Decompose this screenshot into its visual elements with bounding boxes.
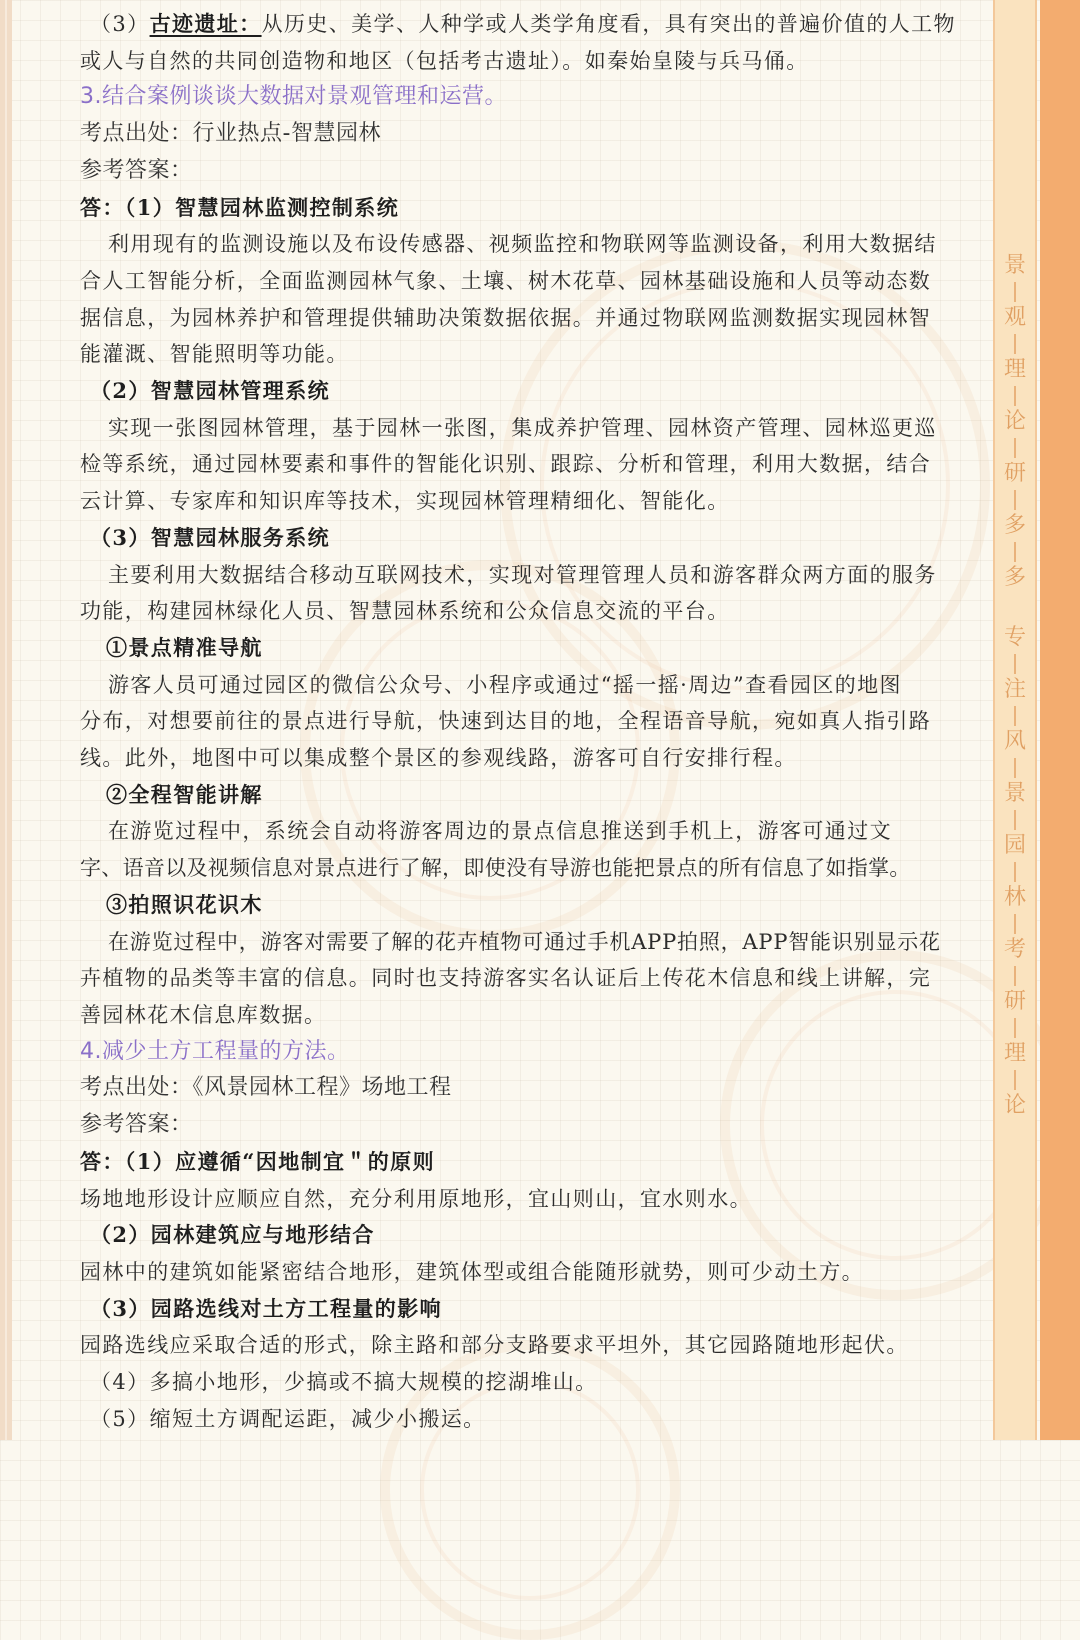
edge-strip	[1040, 0, 1080, 1440]
paragraph-line: 在游览过程中，游客对需要了解的花卉植物可通过手机APP拍照，APP智能识别显示花	[108, 929, 941, 954]
section-heading: （3）智慧园林服务系统	[90, 524, 331, 550]
answer-heading: 答：（1）智慧园林监测控制系统	[80, 194, 400, 220]
term-heading: 古迹遗址：	[149, 11, 262, 36]
document-body	[80, 6, 986, 1437]
sidebar-char: 注	[1003, 677, 1026, 702]
subsection-heading: ①景点精准导航	[106, 634, 263, 660]
sidebar-char: 论	[1003, 1093, 1026, 1118]
paragraph-line: 云计算、专家库和知识库等技术，实现园林管理精细化、智能化。	[80, 489, 730, 514]
paragraph-line: 分布，对想要前往的景点进行导航，快速到达目的地，全程语音导航，宛如真人指引路	[80, 709, 932, 734]
section-heading: （3）园路选线对土方工程量的影响	[90, 1295, 443, 1321]
sidebar-char: 林	[1003, 885, 1026, 910]
sidebar-char: 多	[1003, 565, 1026, 590]
sidebar-char: 研	[1003, 989, 1026, 1014]
sidebar-slogan-text	[995, 252, 1035, 1120]
paragraph-line	[80, 6, 986, 43]
paragraph-line: 字、语音以及视频信息对景点进行了解，即使没有导游也能把景点的所有信息了如指掌。	[80, 856, 911, 881]
paragraph-line: 检等系统，通过园林要素和事件的智能化识别、跟踪、分析和管理，利用大数据，结合	[80, 452, 932, 477]
section-heading: （2）智慧园林管理系统	[90, 378, 331, 404]
term-definition: 从历史、美学、人种学或人类学角度看，具有突出的普遍价值的人工物	[261, 12, 956, 36]
sidebar-char: 研	[1003, 461, 1026, 486]
paragraph-line: 实现一张图园林管理，基于园林一张图，集成养护管理、园林资产管理、园林巡更巡	[108, 415, 937, 440]
sidebar-char: 专	[1003, 625, 1026, 650]
paragraph-line: 善园林花木信息库数据。	[80, 1002, 327, 1027]
paragraph-line: 利用现有的监测设施以及布设传感器、视频监控和物联网等监测设备，利用大数据结	[108, 232, 937, 257]
paragraph-line: 在游览过程中，系统会自动将游客周边的景点信息推送到手机上，游客可通过文	[108, 819, 892, 844]
question-title: 4.减少土方工程量的方法。	[80, 1038, 350, 1064]
paragraph-line: （4）多搞小地形，少搞或不搞大规模的挖湖堆山。	[90, 1370, 598, 1395]
paragraph-line: 主要利用大数据结合移动互联网技术，实现对管理管理人员和游客群众两方面的服务	[108, 562, 937, 587]
paragraph-line: 园林中的建筑如能紧密结合地形，建筑体型或组合能随形就势，则可少动土方。	[80, 1259, 864, 1284]
sidebar-char: 景	[1003, 781, 1026, 806]
paragraph-line: 场地地形设计应顺应自然，充分利用原地形，宜山则山，宜水则水。	[80, 1186, 752, 1211]
paragraph-line: 能灌溉、智能照明等功能。	[80, 342, 349, 367]
question-source: 考点出处：行业热点-智慧园林	[80, 121, 381, 147]
sidebar-slogan	[993, 0, 1037, 1440]
paragraph-line: （5）缩短土方调配运距，减少小搬运。	[90, 1406, 486, 1431]
subsection-heading: ③拍照识花识木	[106, 891, 263, 917]
sidebar-char: 理	[1003, 1041, 1026, 1066]
reference-answer-label: 参考答案：	[80, 1112, 193, 1138]
paragraph-line: 据信息，为园林养护和管理提供辅助决策数据依据。并通过物联网监测数据实现园林智	[80, 305, 932, 330]
sidebar-char: 景	[1003, 253, 1026, 278]
paragraph-line: 合人工智能分析，全面监测园林气象、土壤、树木花草、园林基础设施和人员等动态数	[80, 268, 932, 293]
section-heading: （2）园林建筑应与地形结合	[90, 1222, 375, 1248]
paragraph-line: 功能，构建园林绿化人员、智慧园林系统和公众信息交流的平台。	[80, 599, 730, 624]
sidebar-char: 园	[1003, 833, 1026, 858]
left-border	[0, 0, 12, 1440]
reference-answer-label: 参考答案：	[80, 157, 193, 183]
paragraph-line: 线。此外，地图中可以集成整个景区的参观线路，游客可自行安排行程。	[80, 746, 797, 771]
paragraph-line: 游客人员可通过园区的微信公众号、小程序或通过“摇一摇·周边”查看园区的地图	[108, 672, 902, 697]
question-title: 3.结合案例谈谈大数据对景观管理和运营。	[80, 84, 507, 110]
item-number: （3）	[90, 12, 150, 36]
sidebar-char: 多	[1003, 513, 1026, 538]
subsection-heading: ②全程智能讲解	[106, 781, 263, 807]
sidebar-char: 理	[1003, 357, 1026, 382]
paragraph-line: 卉植物的品类等丰富的信息。同时也支持游客实名认证后上传花木信息和线上讲解，完	[80, 966, 932, 991]
sidebar-char: 观	[1003, 305, 1026, 330]
sidebar-char: 风	[1003, 729, 1026, 754]
question-source: 考点出处：《风景园林工程》场地工程	[80, 1075, 452, 1101]
sidebar-char: 考	[1003, 937, 1026, 962]
answer-heading: 答：（1）应遵循“因地制宜＂的原则	[80, 1148, 435, 1174]
sidebar-char: 论	[1003, 409, 1026, 434]
paragraph-line: 园路选线应采取合适的形式，除主路和部分支路要求平坦外，其它园路随地形起伏。	[80, 1333, 909, 1358]
paragraph-line: 或人与自然的共同创造物和地区（包括考古遗址）。如秦始皇陵与兵马俑。	[80, 48, 809, 73]
